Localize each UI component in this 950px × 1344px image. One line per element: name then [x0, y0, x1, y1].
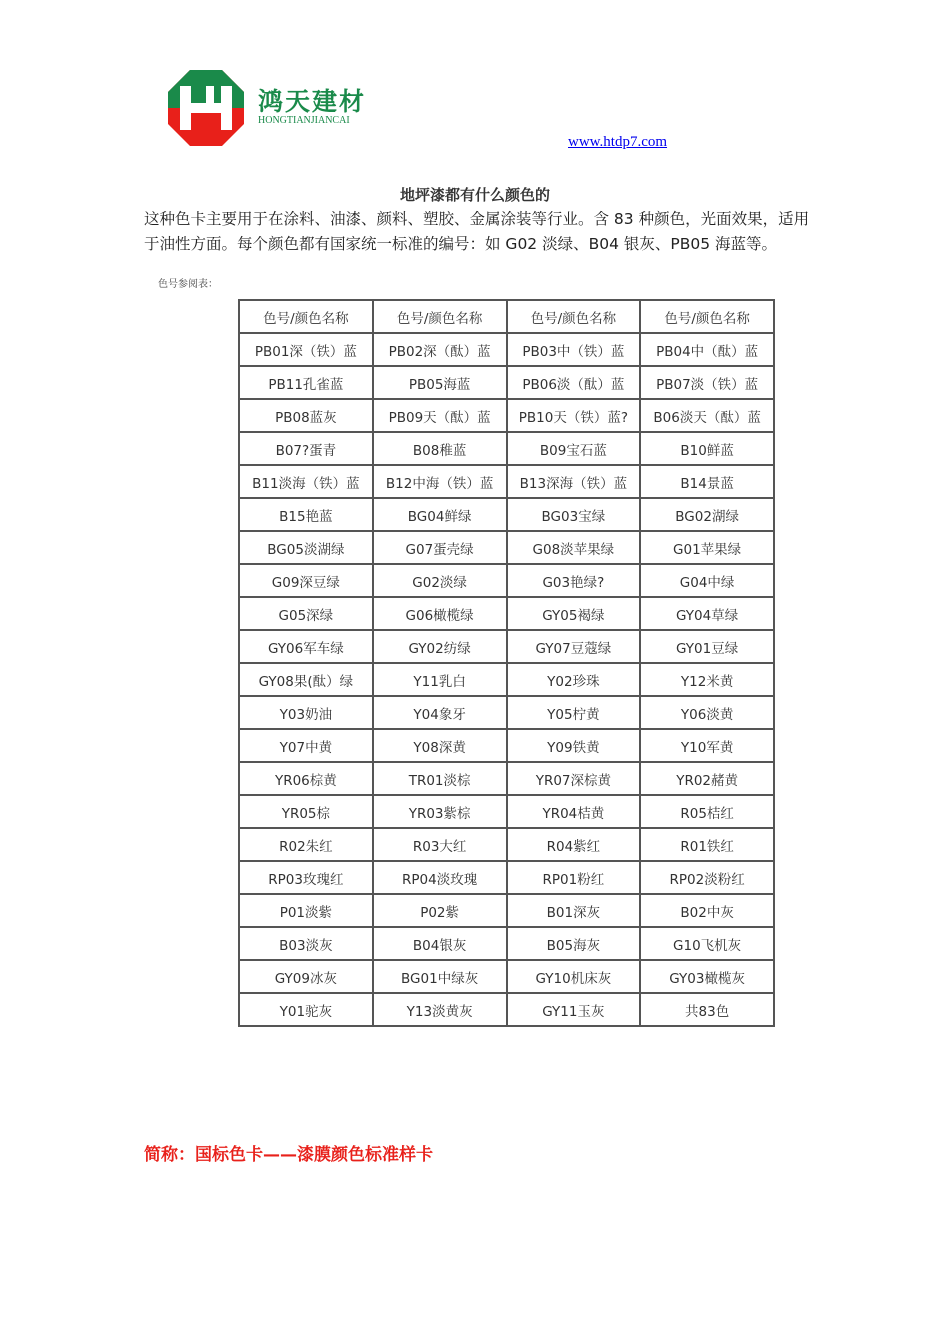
- table-cell: Y01驼灰: [239, 993, 373, 1026]
- table-cell: G08淡苹果绿: [507, 531, 641, 564]
- table-cell: Y10军黄: [640, 729, 774, 762]
- table-cell: G09深豆绿: [239, 564, 373, 597]
- table-cell: YR04桔黄: [507, 795, 641, 828]
- table-row: [239, 729, 774, 762]
- table-header-cell: 色号/颜色名称: [239, 300, 373, 333]
- table-header-cell: 色号/颜色名称: [373, 300, 507, 333]
- table-cell: PB08蓝灰: [239, 399, 373, 432]
- footer-note: 简称：国标色卡——漆膜颜色标准样卡: [144, 1145, 433, 1165]
- table-cell: BG05淡湖绿: [239, 531, 373, 564]
- table-cell: PB07淡（铁）蓝: [640, 366, 774, 399]
- table-cell: YR05棕: [239, 795, 373, 828]
- table-cell: B10鲜蓝: [640, 432, 774, 465]
- table-cell: B12中海（铁）蓝: [373, 465, 507, 498]
- table-cell: G07蛋壳绿: [373, 531, 507, 564]
- table-cell: GY06军车绿: [239, 630, 373, 663]
- table-cell: B14景蓝: [640, 465, 774, 498]
- table-header-cell: 色号/颜色名称: [640, 300, 774, 333]
- company-logo: [166, 68, 376, 148]
- table-row: [239, 564, 774, 597]
- table-cell: B15艳蓝: [239, 498, 373, 531]
- table-cell: Y12米黄: [640, 663, 774, 696]
- table-cell: BG02湖绿: [640, 498, 774, 531]
- table-body: [239, 333, 774, 1026]
- table-cell: Y06淡黄: [640, 696, 774, 729]
- page-title: 地坪漆都有什么颜色的: [399, 186, 550, 204]
- table-cell: BG04鲜绿: [373, 498, 507, 531]
- table-row: [239, 696, 774, 729]
- table-cell: RP02淡粉红: [640, 861, 774, 894]
- table-cell: RP04淡玫瑰: [373, 861, 507, 894]
- table-cell: B03淡灰: [239, 927, 373, 960]
- table-cell: Y11乳白: [373, 663, 507, 696]
- table-cell: Y13淡黄灰: [373, 993, 507, 1026]
- table-cell: PB01深（铁）蓝: [239, 333, 373, 366]
- table-cell: G04中绿: [640, 564, 774, 597]
- table-cell: RP01粉红: [507, 861, 641, 894]
- table-cell: YR06棕黄: [239, 762, 373, 795]
- table-cell: B02中灰: [640, 894, 774, 927]
- table-row: [239, 894, 774, 927]
- table-row: [239, 762, 774, 795]
- table-row: [239, 498, 774, 531]
- table-cell: G01苹果绿: [640, 531, 774, 564]
- color-reference-table: [238, 299, 775, 1064]
- table-caption: 色号参阅表：: [158, 279, 218, 290]
- table-cell: PB03中（铁）蓝: [507, 333, 641, 366]
- table-row: [239, 399, 774, 432]
- logo-octagon-icon: [166, 68, 246, 148]
- table-cell: GY10机床灰: [507, 960, 641, 993]
- table-cell: P02紫: [373, 894, 507, 927]
- table-cell: RP03玫瑰红: [239, 861, 373, 894]
- table-cell: PB04中（酞）蓝: [640, 333, 774, 366]
- table-row: [239, 795, 774, 828]
- logo-name-en: HONGTIANJIANCAI: [258, 115, 350, 126]
- table-row: [239, 927, 774, 960]
- table-cell: G10飞机灰: [640, 927, 774, 960]
- table-cell: GY11玉灰: [507, 993, 641, 1026]
- table-cell: BG01中绿灰: [373, 960, 507, 993]
- table-cell: B06淡天（酞）蓝: [640, 399, 774, 432]
- table-cell: GY08果(酞）绿: [239, 663, 373, 696]
- table-cell: PB10天（铁）蓝?: [507, 399, 641, 432]
- table-cell: GY05褐绿: [507, 597, 641, 630]
- table-cell: GY02纺绿: [373, 630, 507, 663]
- table-cell: YR07深棕黄: [507, 762, 641, 795]
- table-cell: B09宝石蓝: [507, 432, 641, 465]
- table-row: [239, 531, 774, 564]
- table-cell: 共83色: [640, 993, 774, 1026]
- table-header-cell: 色号/颜色名称: [507, 300, 641, 333]
- table-cell: YR02赭黄: [640, 762, 774, 795]
- table-cell: TR01淡棕: [373, 762, 507, 795]
- table-cell: Y05柠黄: [507, 696, 641, 729]
- color-table: [238, 299, 775, 1027]
- table-cell: Y04象牙: [373, 696, 507, 729]
- table-cell: PB09天（酞）蓝: [373, 399, 507, 432]
- table-cell: GY01豆绿: [640, 630, 774, 663]
- table-row: [239, 465, 774, 498]
- table-cell: G03艳绿?: [507, 564, 641, 597]
- table-cell: B01深灰: [507, 894, 641, 927]
- table-cell: YR03紫棕: [373, 795, 507, 828]
- table-cell: B07?蛋青: [239, 432, 373, 465]
- table-cell: GY04草绿: [640, 597, 774, 630]
- table-cell: GY03橄榄灰: [640, 960, 774, 993]
- table-cell: R05桔红: [640, 795, 774, 828]
- table-cell: B11淡海（铁）蓝: [239, 465, 373, 498]
- table-header-row: [239, 300, 774, 333]
- table-cell: R01铁红: [640, 828, 774, 861]
- table-cell: PB05海蓝: [373, 366, 507, 399]
- table-cell: B04银灰: [373, 927, 507, 960]
- table-cell: Y03奶油: [239, 696, 373, 729]
- table-cell: R03大红: [373, 828, 507, 861]
- intro-paragraph: 这种色卡主要用于在涂料、油漆、颜料、塑胶、金属涂装等行业。含 83 种颜色，光面效果，适用于油性方面。每个颜色都有国家统一标准的编号：如 G02 淡绿、B04 银灰、PB05 海蓝等。: [144, 210, 810, 253]
- table-cell: PB02深（酞）蓝: [373, 333, 507, 366]
- table-row: [239, 828, 774, 861]
- table-cell: PB06淡（酞）蓝: [507, 366, 641, 399]
- table-cell: Y09铁黄: [507, 729, 641, 762]
- table-row: [239, 993, 774, 1026]
- table-row: [239, 432, 774, 465]
- table-cell: G06橄榄绿: [373, 597, 507, 630]
- table-cell: R02朱红: [239, 828, 373, 861]
- table-row: [239, 333, 774, 366]
- table-cell: GY07豆蔻绿: [507, 630, 641, 663]
- table-cell: BG03宝绿: [507, 498, 641, 531]
- table-cell: Y08深黄: [373, 729, 507, 762]
- table-row: [239, 861, 774, 894]
- logo-name-cn: 鸿天建材: [258, 87, 367, 116]
- table-cell: B13深海（铁）蓝: [507, 465, 641, 498]
- table-row: [239, 630, 774, 663]
- website-link[interactable]: www.htdp7.com: [568, 134, 668, 150]
- table-cell: R04紫红: [507, 828, 641, 861]
- table-cell: Y02珍珠: [507, 663, 641, 696]
- table-cell: B08稚蓝: [373, 432, 507, 465]
- table-cell: G05深绿: [239, 597, 373, 630]
- table-row: [239, 597, 774, 630]
- table-cell: G02淡绿: [373, 564, 507, 597]
- table-cell: PB11孔雀蓝: [239, 366, 373, 399]
- table-row: [239, 663, 774, 696]
- table-cell: B05海灰: [507, 927, 641, 960]
- table-cell: GY09冰灰: [239, 960, 373, 993]
- table-cell: Y07中黄: [239, 729, 373, 762]
- table-row: [239, 366, 774, 399]
- table-cell: P01淡紫: [239, 894, 373, 927]
- table-row: [239, 960, 774, 993]
